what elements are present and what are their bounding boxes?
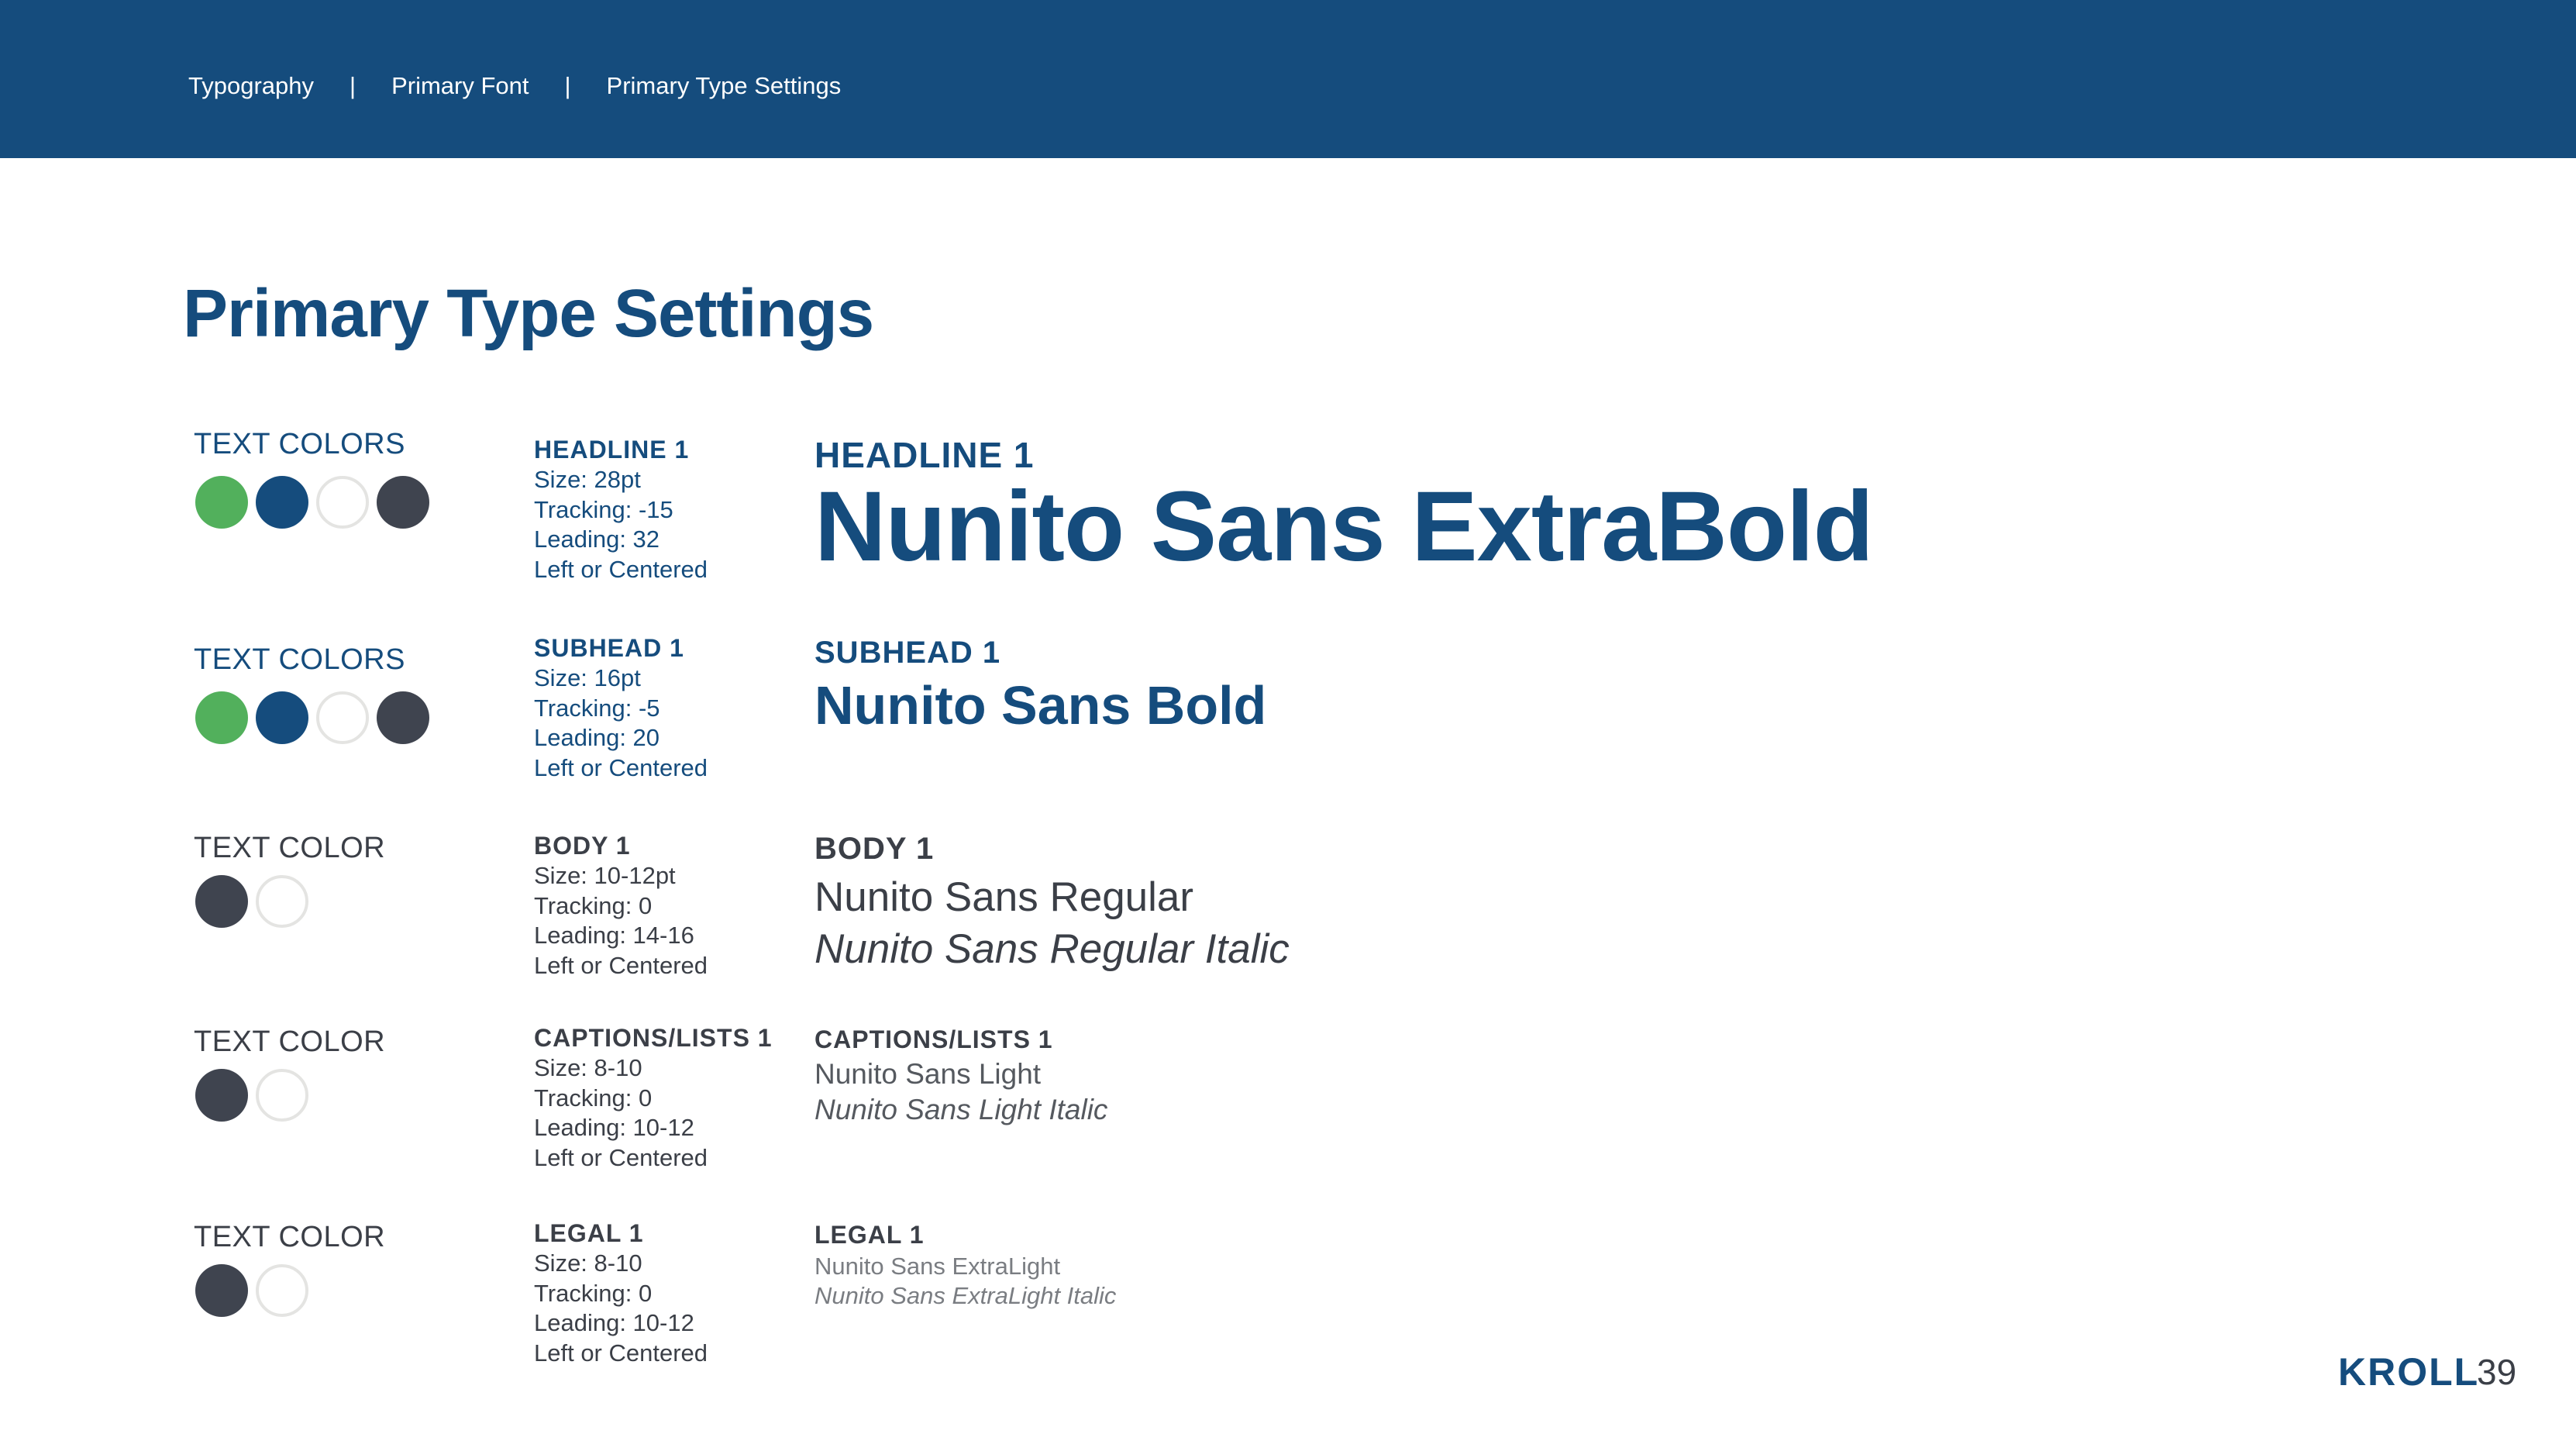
swatch-gray [195,875,248,928]
spec-alignment: Left or Centered [534,753,708,781]
type-sample [814,629,1266,735]
text-colors-label: TEXT COLORS [194,428,405,460]
swatch-blue [256,691,308,744]
sample-text-extrabold: Nunito Sans ExtraBold [814,471,1873,582]
type-specs [534,1022,773,1173]
spec-size: Size: 8-10 [534,1249,642,1277]
spec-leading: Leading: 20 [534,724,660,751]
spec-leading: Leading: 32 [534,526,660,553]
sample-heading: HEADLINE 1 [814,435,1035,475]
spec-tracking: Tracking: 0 [534,891,653,919]
spec-alignment: Left or Centered [534,951,708,979]
page-number: 39 [2477,1352,2517,1392]
text-colors-label: TEXT COLORS [194,643,405,676]
color-swatches [195,875,316,928]
type-sample [814,428,1873,582]
spec-tracking: Tracking: -15 [534,495,673,523]
spec-heading: SUBHEAD 1 [534,634,684,662]
color-swatches [195,1069,316,1122]
text-color-label: TEXT COLOR [194,832,386,864]
type-specs [534,632,708,783]
breadcrumb-primary-type-settings[interactable]: Primary Type Settings [606,72,842,99]
spec-size: Size: 16pt [534,664,641,691]
breadcrumb-primary-font[interactable]: Primary Font [391,72,529,99]
spec-heading: LEGAL 1 [534,1219,644,1247]
page-title: Primary Type Settings [183,276,874,351]
swatch-white [256,875,308,928]
color-swatches [195,691,437,744]
type-specs [534,1218,708,1368]
spec-tracking: Tracking: 0 [534,1084,653,1112]
spec-tracking: Tracking: -5 [534,694,660,722]
sample-text-extralight: Nunito Sans ExtraLight [814,1253,1061,1280]
swatch-blue [256,476,308,529]
type-specs [534,434,708,584]
text-color-label: TEXT COLOR [194,1221,386,1253]
breadcrumb-separator: | [350,72,356,99]
header-bar [0,0,2576,158]
swatch-white [256,1069,308,1122]
type-sample [814,1022,1107,1128]
spec-heading: CAPTIONS/LISTS 1 [534,1024,773,1052]
spec-leading: Leading: 10-12 [534,1309,694,1336]
sample-text-bold: Nunito Sans Bold [814,675,1267,736]
spec-tracking: Tracking: 0 [534,1279,653,1307]
swatch-green [195,691,248,744]
swatch-green [195,476,248,529]
spec-alignment: Left or Centered [534,555,708,583]
spec-heading: BODY 1 [534,832,631,860]
sample-text-regular: Nunito Sans Regular [814,874,1194,920]
swatch-gray [377,476,429,529]
swatch-gray [195,1069,248,1122]
color-swatches [195,476,437,529]
sample-heading: CAPTIONS/LISTS 1 [814,1025,1053,1053]
spec-alignment: Left or Centered [534,1143,708,1171]
swatch-gray [195,1264,248,1317]
sample-heading: LEGAL 1 [814,1221,925,1249]
spec-size: Size: 28pt [534,466,641,493]
sample-text-light-italic: Nunito Sans Light Italic [814,1094,1108,1125]
spec-leading: Leading: 14-16 [534,922,694,949]
spec-alignment: Left or Centered [534,1339,708,1367]
sample-text-light: Nunito Sans Light [814,1058,1042,1090]
spec-heading: HEADLINE 1 [534,436,690,464]
type-specs [534,830,708,981]
kroll-logo: KROLL [2338,1350,2480,1394]
swatch-white [256,1264,308,1317]
spec-size: Size: 8-10 [534,1054,642,1081]
type-sample [814,1218,1116,1311]
swatch-gray [377,691,429,744]
type-sample [814,825,1290,976]
spec-leading: Leading: 10-12 [534,1114,694,1141]
color-swatches [195,1264,316,1317]
sample-text-extralight-italic: Nunito Sans ExtraLight Italic [814,1282,1117,1309]
swatch-white [316,691,369,744]
sample-heading: SUBHEAD 1 [814,636,1001,670]
swatch-white [316,476,369,529]
sample-text-regular-italic: Nunito Sans Regular Italic [814,926,1290,972]
sample-heading: BODY 1 [814,832,935,866]
text-color-label: TEXT COLOR [194,1025,386,1058]
breadcrumb-separator: | [564,72,571,99]
breadcrumb [188,67,841,105]
spec-size: Size: 10-12pt [534,862,676,889]
breadcrumb-typography[interactable]: Typography [188,72,314,99]
